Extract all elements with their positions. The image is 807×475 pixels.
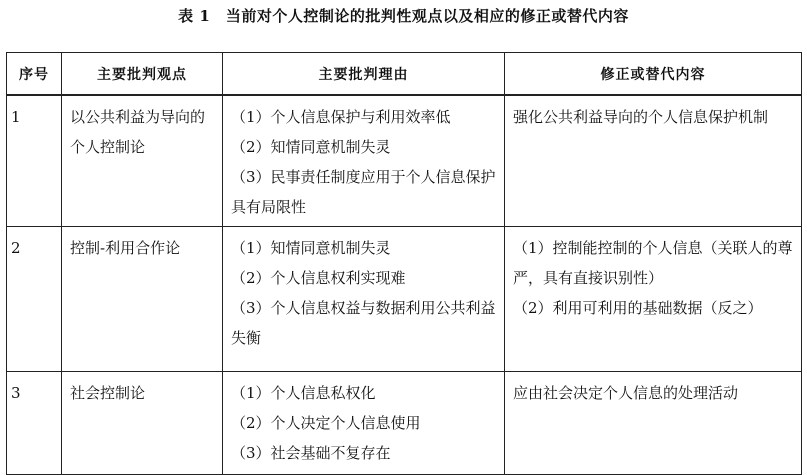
table-caption: 表 1 当前对个人控制论的批判性观点以及相应的修正或替代内容: [178, 7, 629, 25]
cell-reasons: [223, 227, 505, 372]
reason-item: （2）个人信息权利实现难: [231, 269, 406, 287]
cell-view: 社会控制论: [62, 372, 223, 475]
header-alternatives: 修正或替代内容: [505, 53, 802, 96]
critique-table: [6, 52, 802, 475]
table-row: [7, 372, 802, 475]
cell-index: 2: [7, 227, 62, 372]
reason-item: （1）个人信息私权化: [231, 384, 376, 402]
reason-item: （3）民事责任制度应用于个人信息保护具有局限性: [231, 168, 496, 216]
reason-item: （2）知情同意机制失灵: [231, 138, 391, 156]
cell-index: 3: [7, 372, 62, 475]
reason-item: （3）社会基础不复存在: [231, 444, 391, 462]
alternative-item: （2）利用可利用的基础数据（反之）: [513, 299, 763, 317]
cell-alternatives: [505, 227, 802, 372]
header-critique-view: 主要批判观点: [62, 53, 223, 96]
header-index: 序号: [7, 53, 62, 96]
cell-alternatives: [505, 95, 802, 227]
reason-item: （3）个人信息权益与数据利用公共利益失衡: [231, 299, 496, 347]
cell-reasons: [223, 372, 505, 475]
cell-view: 以公共利益为导向的个人控制论: [62, 95, 223, 227]
table-header-row: [7, 53, 802, 96]
cell-index: 1: [7, 95, 62, 227]
table-row: [7, 227, 802, 372]
alternative-item: 强化公共利益导向的个人信息保护机制: [513, 108, 769, 126]
cell-view: 控制-利用合作论: [62, 227, 223, 372]
alternative-item: 应由社会决定个人信息的处理活动: [513, 384, 739, 402]
cell-alternatives: [505, 372, 802, 475]
reason-item: （2）个人决定个人信息使用: [231, 414, 421, 432]
cell-reasons: [223, 95, 505, 227]
alternative-item: （1）控制能控制的个人信息（关联人的尊严，具有直接识别性）: [513, 239, 793, 287]
reason-item: （1）个人信息保护与利用效率低: [231, 108, 451, 126]
reason-item: （1）知情同意机制失灵: [231, 239, 391, 257]
table-row: [7, 95, 802, 227]
header-critique-reasons: 主要批判理由: [223, 53, 505, 96]
